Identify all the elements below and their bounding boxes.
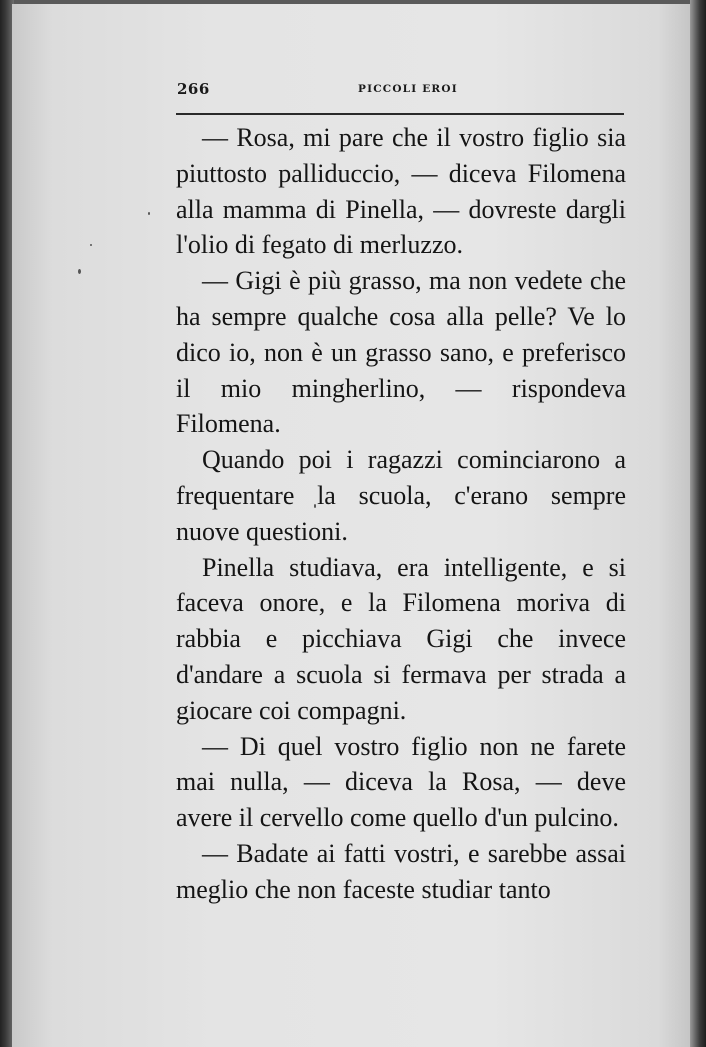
running-header: [177, 80, 627, 104]
paragraph: — Rosa, mi pare che il vostro figlio sia piuttosto palliduccio, — diceva Filomena alla mamma di Pinella, — dovreste dargli l'olio di fegato di merluzzo.: [176, 123, 626, 260]
paragraph: — Di quel vostro figlio non ne farete mai nulla, — diceva la Rosa, — deve avere il cervello come quello d'un pulcino.: [176, 731, 626, 833]
paragraph: Pinella studiava, era intelligente, e si faceva onore, e la Filomena moriva di rabbia e picchiava Gigi che invece d'andare a scuola si fermava per strada a giocare coi compagni.: [176, 552, 626, 725]
header-rule: [176, 113, 624, 115]
paragraph: Quando poi i ragazzi cominciarono a frequentare la scuola, c'erano sempre nuove questioni.: [176, 445, 626, 546]
body-text: [176, 120, 626, 908]
paragraph: — Gigi è più grasso, ma non vedete che ha sempre qualche cosa alla pelle? Ve lo dico io, non è un grasso sano, e preferisco il mio mingherlino, — rispondeva Filomena.: [176, 266, 626, 439]
page-number: 266: [177, 80, 210, 98]
running-title: PICCOLI EROI: [358, 83, 458, 95]
page-edge-shadow: [690, 0, 706, 1047]
paragraph: — Badate ai fatti vostri, e sarebbe assai meglio che non faceste studiar tanto: [176, 838, 626, 904]
